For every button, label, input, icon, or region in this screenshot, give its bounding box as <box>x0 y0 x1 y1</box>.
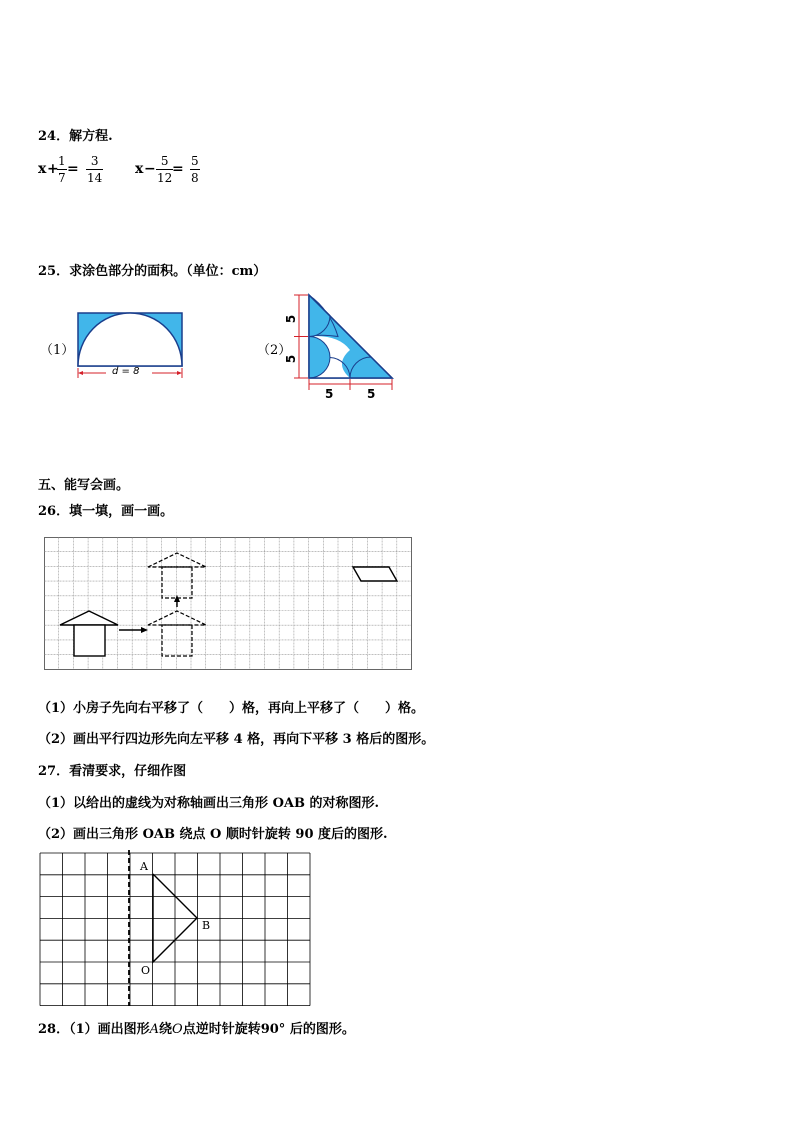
q25-title: 25．求涂色部分的面积。（单位：cm） <box>38 264 267 279</box>
q26-line2: （2）画出平行四边形先向左平移 4 格，再向下平移 3 格后的图形。 <box>38 732 435 747</box>
eq2-fraction-1: 5 12 <box>157 154 173 185</box>
q28-line <box>38 1018 355 1037</box>
q26-line1: （1）小房子先向右平移了（ ）格，再向上平移了（ ）格。 <box>38 701 425 716</box>
eq1-fraction-1: 1 7 <box>58 154 66 185</box>
q28-point-o: O <box>172 1022 183 1037</box>
fig1-rectangle-semicircle <box>74 310 194 390</box>
parallelogram <box>353 567 397 581</box>
fig1-diameter-label: d = 8 <box>112 366 140 377</box>
eq2-minus: − <box>144 161 156 177</box>
fig2-dim-left-top: 5 <box>284 314 299 324</box>
fig2-dim-left-bottom: 5 <box>284 354 299 364</box>
eq1-variable: x <box>38 161 47 177</box>
point-b-label: B <box>202 919 211 932</box>
house-original <box>60 611 118 656</box>
q28-mid: 绕 <box>159 1022 173 1037</box>
fig2-dim-bottom-left: 5 <box>325 387 334 401</box>
eq2-variable: x <box>135 161 144 177</box>
eq1-plus: + <box>47 161 59 177</box>
q28-shape-a: A <box>149 1022 160 1037</box>
eq1-equals: = <box>67 161 79 177</box>
q28-suffix: 点逆时针旋转90° 后的图形。 <box>182 1022 355 1037</box>
q26-title: 26．填一填，画一画。 <box>38 504 174 519</box>
eq2-equals: = <box>172 161 184 177</box>
fig2-triangle-sectors <box>290 292 400 407</box>
point-o-label: O <box>141 964 151 977</box>
q26-grid <box>44 537 414 672</box>
house-moved-up <box>148 553 206 598</box>
house-moved-right <box>148 611 206 656</box>
q27-line2: （2）画出三角形 OAB 绕点 O 顺时针旋转 90 度后的图形. <box>38 827 388 842</box>
eq2-fraction-2: 5 8 <box>191 154 199 185</box>
fig2-dim-bottom-right: 5 <box>367 387 376 401</box>
fig1-label: （1） <box>40 343 75 358</box>
q27-title: 27．看清要求，仔细作图 <box>38 764 187 779</box>
q27-line1: （1）以给出的虚线为对称轴画出三角形 OAB 的对称图形. <box>38 796 380 811</box>
point-a-label: A <box>140 860 148 873</box>
q27-grid <box>39 852 314 1007</box>
eq1-fraction-2: 3 14 <box>87 154 103 185</box>
q28-prefix: 28．（1）画出图形 <box>38 1022 150 1037</box>
fig2-label: （2） <box>257 343 292 358</box>
section5-title: 五、能写会画。 <box>38 478 130 493</box>
q24-title: 24．解方程. <box>38 129 113 144</box>
